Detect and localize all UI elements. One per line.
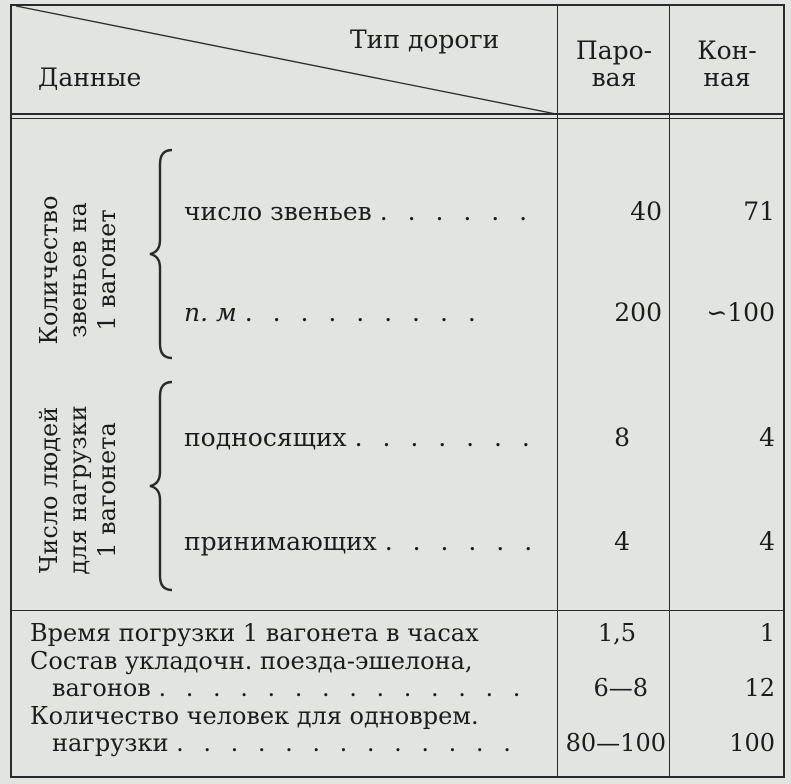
row-running-meters-horse: ∽100 [706, 298, 775, 327]
row-links-count-label [184, 197, 533, 227]
header-horse-line1: Кон- [697, 36, 757, 65]
row-train-composition-horse: 12 [744, 674, 775, 702]
row-train-composition-line1: Состав укладочн. поезда-эшелона, [30, 647, 473, 675]
table-border-right [783, 4, 785, 778]
row-links-count-dots: . . . . . . [379, 197, 534, 226]
row-receivers-label [184, 527, 538, 557]
column-separator-1 [557, 4, 558, 778]
groups-bottom-rule [10, 610, 785, 611]
group-2-label-line3: 1 вагонета [93, 422, 121, 558]
row-loading-time-steam: 1,5 [597, 619, 636, 647]
table-border-left [10, 4, 12, 778]
row-carriers-text: подносящих [184, 423, 347, 452]
column-separator-2 [669, 4, 670, 778]
header-horse-line2: ная [703, 63, 751, 92]
group-1-label [35, 150, 125, 390]
group-1-brace [148, 148, 178, 360]
row-receivers-steam: 4 [614, 527, 630, 556]
group-2-label-line1: Число людей [35, 406, 63, 574]
row-links-count-steam: 40 [630, 197, 662, 226]
row-receivers-dots: . . . . . . [384, 527, 539, 556]
row-carriers-label [184, 423, 536, 453]
row-train-composition-dots: . . . . . . . . . . . . . . [158, 674, 527, 702]
row-workers-dots: . . . . . . . . . . . . . [176, 729, 517, 757]
header-road-type: Тип дороги [350, 25, 500, 54]
row-carriers-horse: 4 [759, 423, 775, 452]
row-loading-time-label: Время погрузки 1 вагонета в часах [30, 619, 479, 647]
row-workers-line1: Количество человек для одноврем. [30, 702, 479, 730]
row-train-composition-line2 [52, 673, 526, 703]
row-workers-line2 [52, 728, 517, 758]
row-workers-steam: 80—100 [565, 729, 666, 757]
group-1-label-line3: 1 вагонет [93, 209, 121, 331]
row-running-meters-label [184, 298, 482, 328]
group-1-label-line1: Количество [35, 195, 63, 345]
row-train-composition-text: вагонов [52, 674, 151, 702]
row-train-composition-steam: 6—8 [593, 674, 648, 702]
row-workers-text: нагрузки [52, 729, 169, 757]
row-running-meters-steam: 200 [614, 298, 662, 327]
row-carriers-dots: . . . . . . . [354, 423, 536, 452]
row-links-count-horse: 71 [743, 197, 775, 226]
header-diagonal [10, 4, 558, 116]
row-links-count-text: число звеньев [184, 197, 372, 226]
row-running-meters-text: п. м [184, 298, 237, 327]
row-running-meters-dots: . . . . . . . . . [244, 298, 482, 327]
group-1-label-line2: звеньев на [64, 202, 92, 338]
group-2-brace [148, 380, 178, 592]
row-loading-time-horse: 1 [759, 619, 775, 647]
row-workers-horse: 100 [729, 729, 775, 757]
row-carriers-steam: 8 [614, 423, 630, 452]
header-steam-line1: Паро- [575, 36, 653, 65]
row-receivers-horse: 4 [759, 527, 775, 556]
group-2-label [35, 370, 125, 610]
header-data: Данные [38, 63, 142, 92]
group-2-label-line2: для нагрузки [64, 405, 92, 575]
header-steam-line2: вая [591, 63, 637, 92]
row-receivers-text: принимающих [184, 527, 377, 556]
